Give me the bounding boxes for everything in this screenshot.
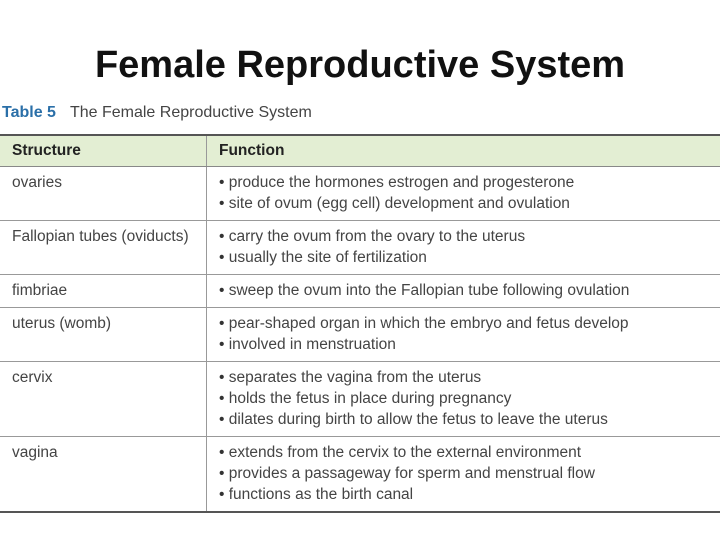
table-row xyxy=(0,308,720,362)
function-item: • produce the hormones estrogen and progesterone xyxy=(219,172,708,193)
table-caption-text: The Female Reproductive System xyxy=(69,104,312,121)
structure-cell: Fallopian tubes (oviducts) xyxy=(0,221,207,275)
table-caption xyxy=(2,104,312,122)
function-cell xyxy=(207,275,720,308)
structure-cell: fimbriae xyxy=(0,275,207,308)
function-item: • dilates during birth to allow the fetus to leave the uterus xyxy=(219,409,708,430)
header-function: Function xyxy=(207,135,720,167)
function-item: • separates the vagina from the uterus xyxy=(219,367,708,388)
function-item: • sweep the ovum into the Fallopian tube following ovulation xyxy=(219,280,708,301)
table-label: Table 5 xyxy=(2,104,56,121)
structure-cell: ovaries xyxy=(0,167,207,221)
function-cell xyxy=(207,221,720,275)
table-row xyxy=(0,221,720,275)
table-row xyxy=(0,362,720,437)
function-item: • involved in menstruation xyxy=(219,334,708,355)
header-structure: Structure xyxy=(0,135,207,167)
function-cell xyxy=(207,308,720,362)
table-row xyxy=(0,275,720,308)
table-row xyxy=(0,167,720,221)
table-header-row xyxy=(0,135,720,167)
function-cell xyxy=(207,437,720,513)
function-item: • site of ovum (egg cell) development and ovulation xyxy=(219,193,708,214)
reproductive-table xyxy=(0,134,720,513)
function-item: • provides a passageway for sperm and menstrual flow xyxy=(219,463,708,484)
structure-cell: uterus (womb) xyxy=(0,308,207,362)
function-item: • functions as the birth canal xyxy=(219,484,708,505)
table-row xyxy=(0,437,720,513)
structure-cell: vagina xyxy=(0,437,207,513)
page-title: Female Reproductive System xyxy=(94,44,626,86)
function-item: • usually the site of fertilization xyxy=(219,247,708,268)
function-item: • holds the fetus in place during pregnancy xyxy=(219,388,708,409)
structure-cell: cervix xyxy=(0,362,207,437)
function-item: • extends from the cervix to the external environment xyxy=(219,442,708,463)
function-cell xyxy=(207,362,720,437)
function-item: • carry the ovum from the ovary to the uterus xyxy=(219,226,708,247)
function-cell xyxy=(207,167,720,221)
function-item: • pear-shaped organ in which the embryo and fetus develop xyxy=(219,313,708,334)
